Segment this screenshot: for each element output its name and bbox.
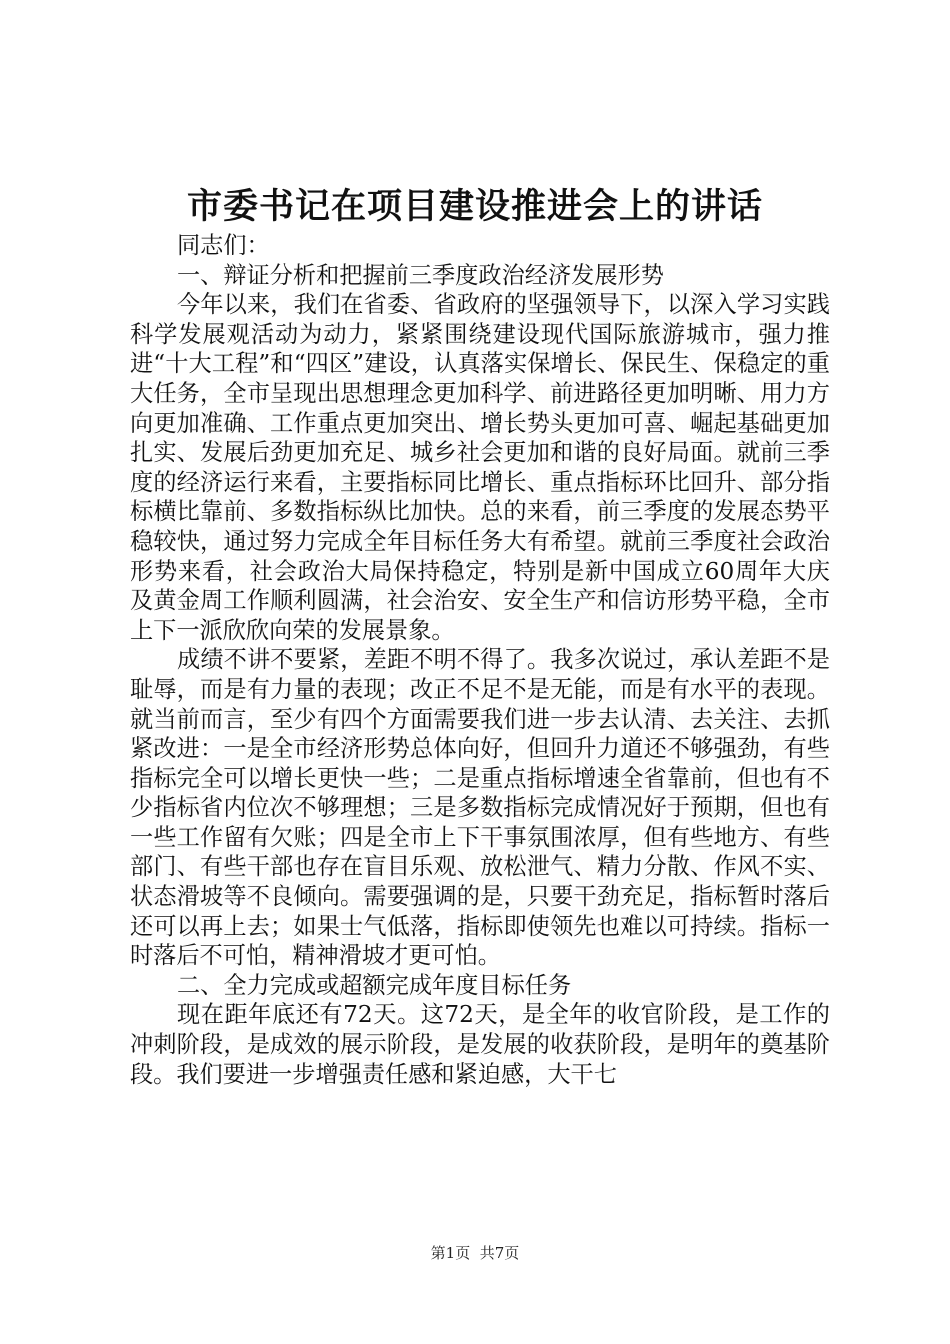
- page-footer: [0, 1243, 950, 1263]
- document-body: [130, 231, 830, 1089]
- paragraph-1: 今年以来，我们在省委、省政府的坚强领导下，以深入学习实践科学发展观活动为动力，紧紧围绕建设现代国际旅游城市，强力推进“十大工程”和“四区”建设，认真落实保增长、保民生、保稳定的重大任务，全市呈现出思想理念更加科学、前进路径更加明晰、用力方向更加准确、工作重点更加突出、增长势头更加可喜、崛起基础更加扎实、发展后劲更加充足、城乡社会更加和谐的良好局面。就前三季度的经济运行来看，主要指标同比增长、重点指标环比回升、部分指标横比靠前、多数指标纵比加快。总的来看，前三季度的发展态势平稳较快，通过努力完成全年目标任务大有希望。就前三季度社会政治形势来看，社会政治大局保持稳定，特别是新中国成立60周年大庆及黄金周工作顺利圆满，社会治安、安全生产和信访形势平稳，全市上下一派欣欣向荣的发展景象。: [130, 291, 830, 644]
- section-heading-2: 二、全力完成或超额完成年度目标任务: [177, 971, 572, 999]
- section-heading-1: 一、辩证分析和把握前三季度政治经济发展形势: [177, 261, 664, 289]
- page-title: 市委书记在项目建设推进会上的讲话: [186, 186, 763, 227]
- page-total: 共7页: [479, 1244, 520, 1262]
- paragraph-2: 成绩不讲不要紧，差距不明不得了。我多次说过，承认差距不是耻辱，而是有力量的表现；改正不足不是无能，而是有水平的表现。就当前而言，至少有四个方面需要我们进一步去认清、去关注、去抓紧改进：一是全市经济形势总体向好，但回升力道还不够强劲，有些指标完全可以增长更快一些；二是重点指标增速全省靠前，但也有不少指标省内位次不够理想；三是多数指标完成情况好于预期，但也有一些工作留有欠账；四是全市上下干事氛围浓厚，但有些地方、有些部门、有些干部也存在盲目乐观、放松泄气、精力分散、作风不实、状态滑坡等不良倾向。需要强调的是，只要干劲充足，指标暂时落后还可以再上去；如果士气低落，指标即使领先也难以可持续。指标一时落后不可怕，精神滑坡才更可怕。: [130, 646, 830, 970]
- page-number: 第1页: [430, 1244, 471, 1262]
- greeting: 同志们：: [177, 232, 270, 259]
- paragraph-3: 现在距年底还有72天。这72天，是全年的收官阶段，是工作的冲刺阶段，是成效的展示阶段，是发展的收获阶段，是明年的奠基阶段。我们要进一步增强责任感和紧迫感，大干七: [130, 1001, 830, 1088]
